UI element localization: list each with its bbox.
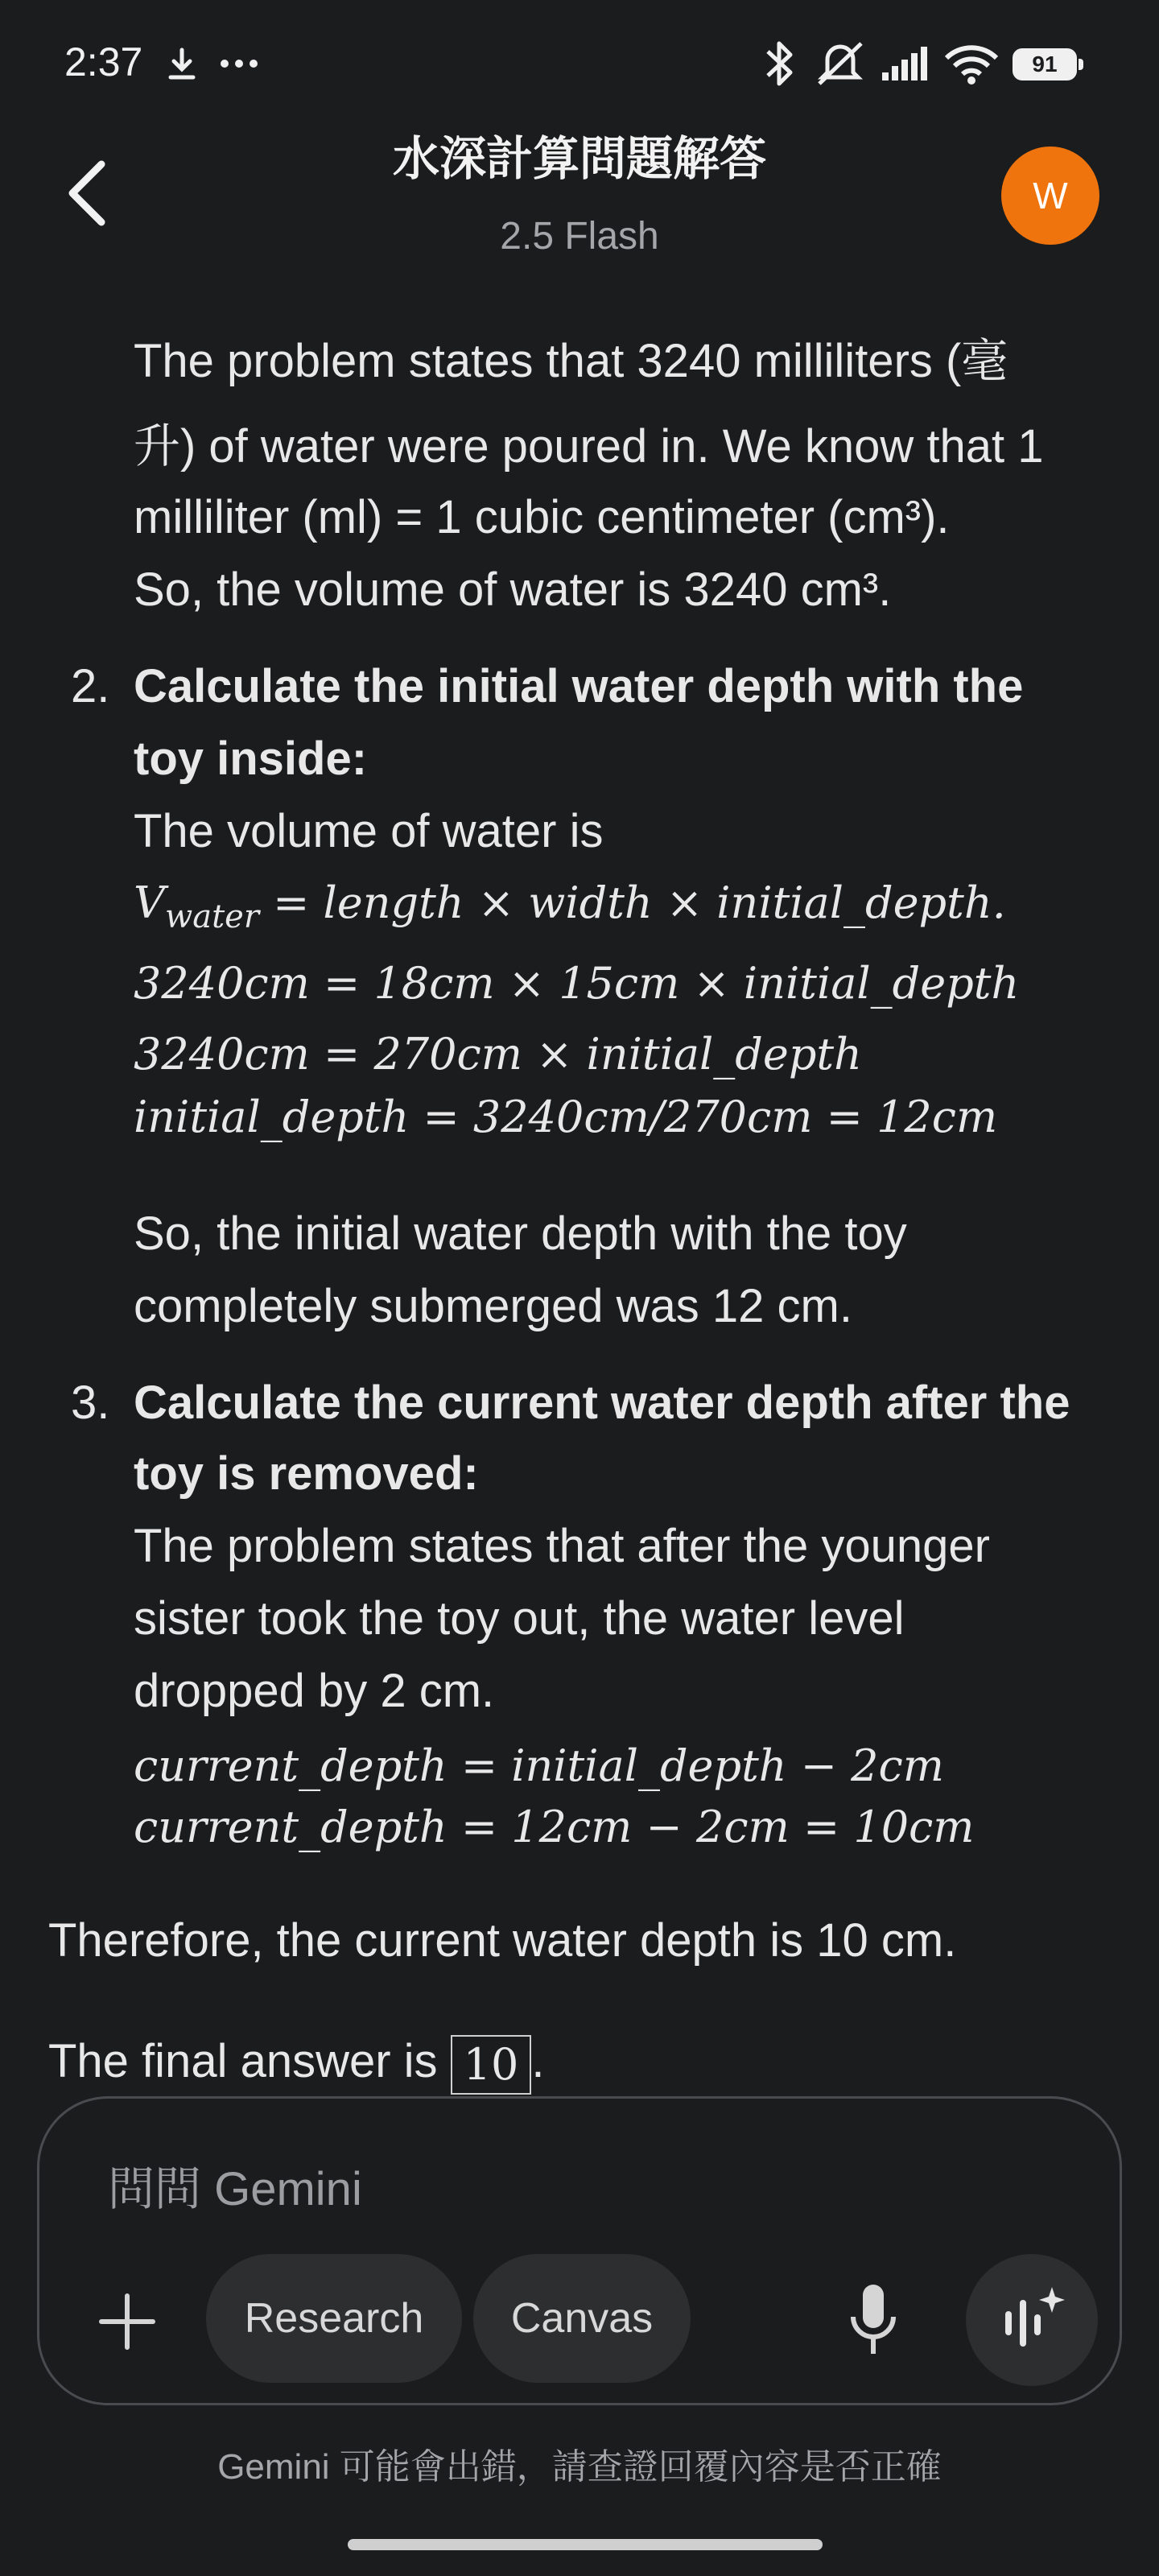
final-answer-suffix: .	[531, 2035, 545, 2087]
research-label: Research	[244, 2295, 424, 2342]
prompt-input[interactable]: 問問 Gemini	[108, 2163, 362, 2215]
model-selector[interactable]: 2.5 Flash	[500, 215, 659, 258]
more-dots-icon	[219, 58, 259, 69]
paragraph-line: milliliter (ml) = 1 cubic centimeter (cm³).	[134, 491, 950, 543]
equation: 3240cm = 18cm × 15cm × initial_depth	[134, 958, 1020, 1009]
step-heading: Calculate the current water depth after the	[134, 1377, 1070, 1429]
avatar[interactable]: W	[1001, 147, 1099, 245]
mute-icon	[815, 40, 866, 87]
signal-icon	[881, 45, 930, 82]
step-heading: toy is removed:	[134, 1447, 479, 1500]
therefore-text: Therefore, the current water depth is 10 cm.	[48, 1914, 957, 1967]
home-indicator[interactable]	[348, 2539, 823, 2550]
sparkle-waveform-icon	[996, 2284, 1068, 2356]
chat-title: 水深計算問題解答	[392, 133, 766, 185]
equation-subscript: water	[165, 898, 259, 935]
canvas-label: Canvas	[510, 2295, 654, 2342]
equation	[134, 877, 1006, 935]
status-bar	[0, 0, 1159, 129]
paragraph-line: So, the volume of water is 3240 cm³.	[134, 564, 892, 616]
equation: 3240cm = 270cm × initial_depth	[134, 1029, 862, 1080]
battery-indicator: 91	[1013, 48, 1077, 80]
equation-rest: = length × width × initial_depth.	[258, 877, 1006, 928]
step-text: So, the initial water depth with the toy	[134, 1208, 907, 1260]
step-text: The volume of water is	[134, 805, 604, 857]
paragraph-line: The problem states that 3240 milliliters (毫	[134, 335, 1008, 387]
equation: initial_depth = 3240cm/270cm = 12cm	[134, 1092, 998, 1142]
step-heading: toy inside:	[134, 733, 368, 785]
equation-var: V	[134, 877, 165, 928]
step-heading: Calculate the initial water depth with the	[134, 660, 1024, 712]
paragraph-line: 升) of water were poured in. We know that 1	[134, 420, 1044, 473]
microphone-icon[interactable]	[845, 2280, 901, 2360]
status-time: 2:37	[64, 39, 143, 85]
step-text: sister took the toy out, the water level	[134, 1592, 905, 1645]
equation: current_depth = initial_depth − 2cm	[134, 1740, 944, 1791]
step-text: completely submerged was 12 cm.	[134, 1280, 852, 1332]
equation: current_depth = 12cm − 2cm = 10cm	[134, 1802, 975, 1852]
final-answer	[48, 2025, 545, 2098]
live-voice-button[interactable]	[966, 2254, 1098, 2386]
wifi-icon	[943, 42, 1000, 85]
final-answer-box: 10	[451, 2035, 532, 2095]
bluetooth-icon	[760, 39, 800, 89]
list-number: 2.	[71, 660, 110, 712]
plus-icon[interactable]	[97, 2291, 158, 2352]
step-text: The problem states that after the younger	[134, 1520, 990, 1572]
disclaimer: Gemini 可能會出錯，請查證回覆內容是否正確	[217, 2447, 942, 2487]
download-icon	[166, 47, 198, 82]
canvas-button[interactable]	[473, 2254, 691, 2383]
research-button[interactable]	[206, 2254, 462, 2383]
final-answer-prefix: The final answer is	[48, 2035, 451, 2087]
list-number: 3.	[71, 1377, 110, 1429]
step-text: dropped by 2 cm.	[134, 1665, 495, 1717]
